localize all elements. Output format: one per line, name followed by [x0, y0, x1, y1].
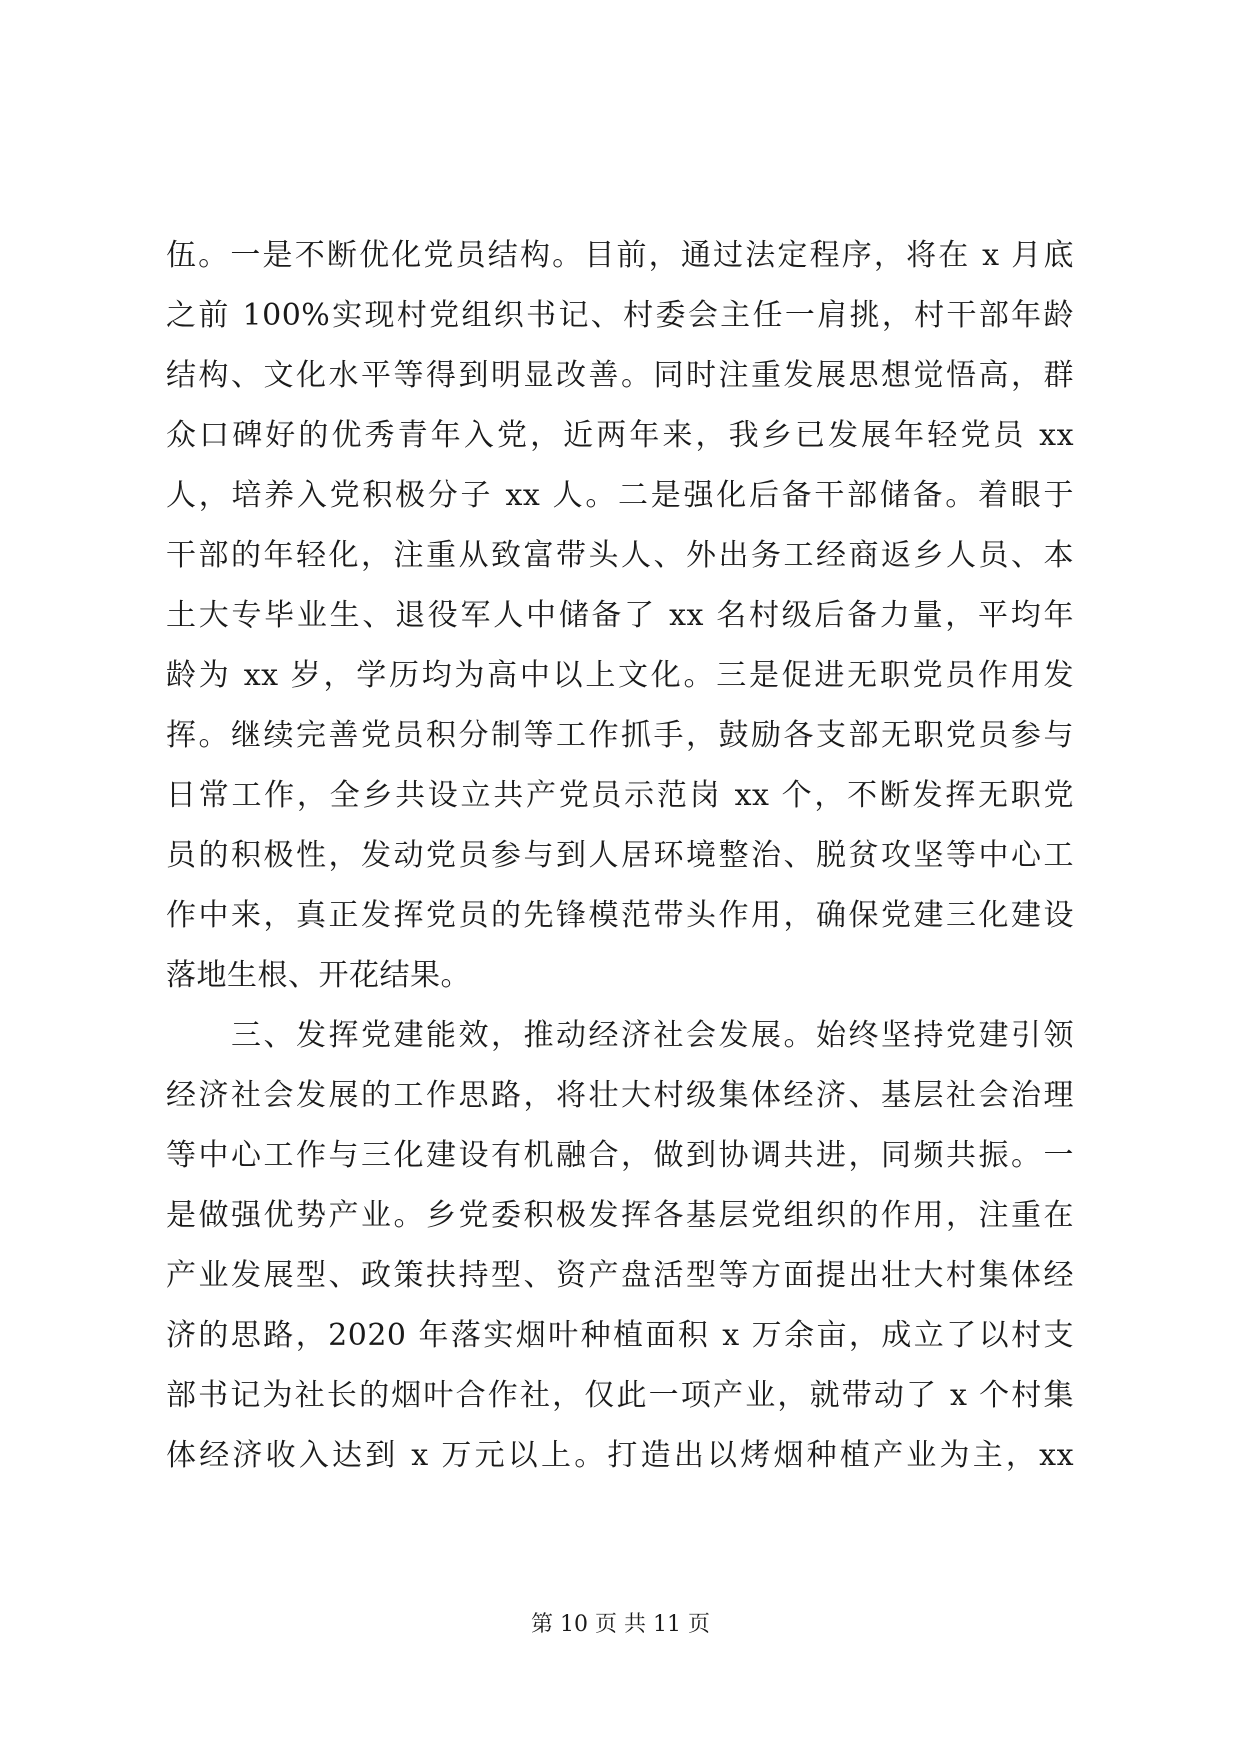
- text-line: 结构、文化水平等得到明显改善。同时注重发展思想觉悟高，群: [166, 358, 1074, 393]
- text-line: 人，培养入党积极分子 xx 人。二是强化后备干部储备。着眼于: [166, 478, 1074, 513]
- text-line: 等中心工作与三化建设有机融合，做到协调共进，同频共振。一: [166, 1138, 1074, 1173]
- text-line: 干部的年轻化，注重从致富带头人、外出务工经商返乡人员、本: [166, 538, 1074, 573]
- paragraph-start-line: 三、发挥党建能效，推动经济社会发展。始终坚持党建引领: [166, 1018, 1074, 1053]
- text-line: 龄为 xx 岁，学历均为高中以上文化。三是促进无职党员作用发: [166, 658, 1074, 693]
- text-line: 之前 100%实现村党组织书记、村委会主任一肩挑，村干部年龄: [166, 298, 1074, 333]
- text-line: 挥。继续完善党员积分制等工作抓手，鼓励各支部无职党员参与: [166, 718, 1074, 753]
- text-line: 众口碑好的优秀青年入党，近两年来，我乡已发展年轻党员 xx: [166, 418, 1074, 453]
- text-line: 部书记为社长的烟叶合作社，仅此一项产业，就带动了 x 个村集: [166, 1378, 1074, 1413]
- text-line: 经济社会发展的工作思路，将壮大村级集体经济、基层社会治理: [166, 1078, 1074, 1113]
- document-body: [166, 226, 1074, 1486]
- text-line: 土大专毕业生、退役军人中储备了 xx 名村级后备力量，平均年: [166, 598, 1074, 633]
- page-footer: 第 10 页 共 11 页: [531, 1612, 710, 1637]
- text-line: 日常工作，全乡共设立共产党员示范岗 xx 个，不断发挥无职党: [166, 778, 1074, 813]
- text-line: 员的积极性，发动党员参与到人居环境整治、脱贫攻坚等中心工: [166, 838, 1074, 873]
- text-line: 作中来，真正发挥党员的先锋模范带头作用，确保党建三化建设: [166, 898, 1074, 933]
- text-line: 济的思路，2020 年落实烟叶种植面积 x 万余亩，成立了以村支: [166, 1318, 1074, 1353]
- text-line: 体经济收入达到 x 万元以上。打造出以烤烟种植产业为主，xx: [166, 1438, 1074, 1473]
- text-line: 产业发展型、政策扶持型、资产盘活型等方面提出壮大村集体经: [166, 1258, 1074, 1293]
- text-line: 是做强优势产业。乡党委积极发挥各基层党组织的作用，注重在: [166, 1198, 1074, 1233]
- text-line: 伍。一是不断优化党员结构。目前，通过法定程序，将在 x 月底: [166, 238, 1074, 273]
- paragraph-end-line: 落地生根、开花结果。: [166, 958, 471, 993]
